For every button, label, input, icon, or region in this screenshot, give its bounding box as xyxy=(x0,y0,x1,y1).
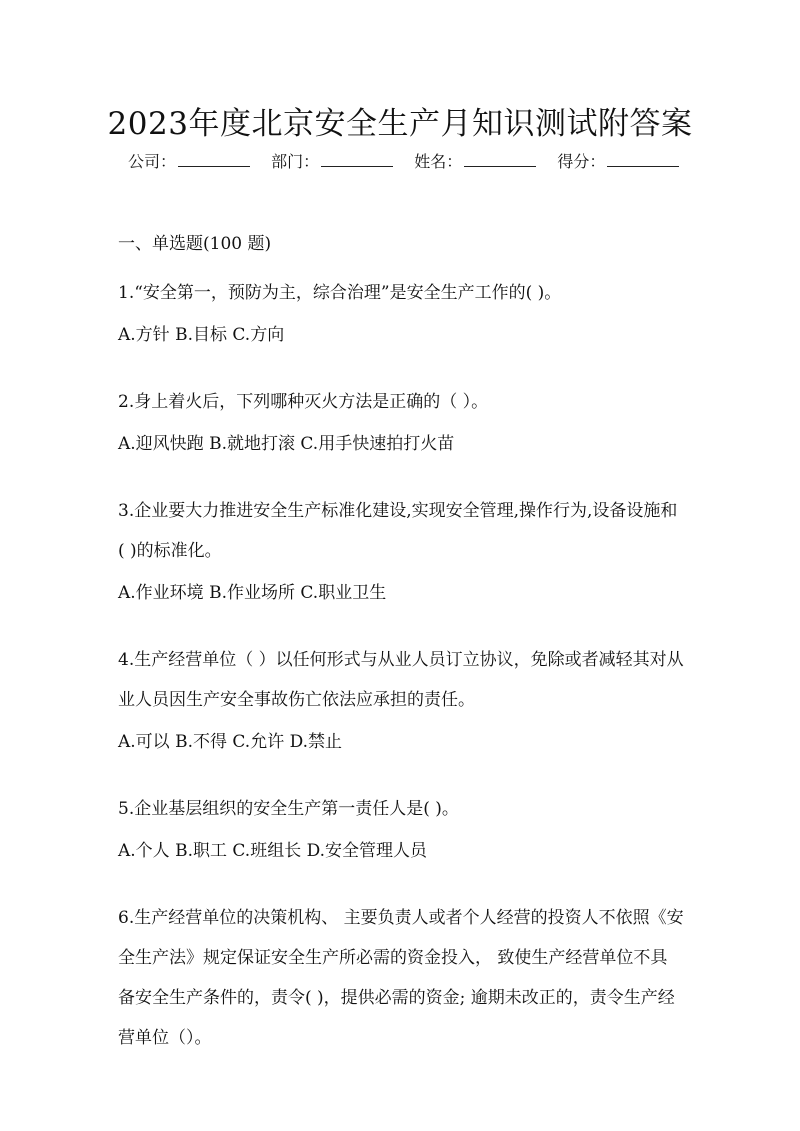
name-label: 姓名： xyxy=(414,152,463,171)
page-title: 2023年度北京安全生产月知识测试附答案 xyxy=(107,106,693,142)
name-field xyxy=(414,149,536,172)
question-stem: 5.企业基层组织的安全生产第一责任人是( )。 xyxy=(118,799,459,819)
name-blank[interactable] xyxy=(464,152,536,167)
company-field xyxy=(128,149,250,172)
question-item xyxy=(118,640,684,755)
question-options: A.作业环境 B.作业场所 C.职业卫生 xyxy=(118,583,387,603)
question-options: A.方针 B.目标 C.方向 xyxy=(118,325,285,345)
question-list xyxy=(118,232,684,1092)
question-stem: 2.身上着火后，下列哪种灭火方法是正确的（ ）。 xyxy=(118,392,489,412)
department-label: 部门： xyxy=(271,152,320,171)
score-field xyxy=(557,149,679,172)
question-options: A.迎风快跑 B.就地打滚 C.用手快速拍打火苗 xyxy=(118,434,455,454)
question-item xyxy=(118,789,684,864)
department-field xyxy=(271,149,393,172)
question-stem: 1.“安全第一，预防为主，综合治理”是安全生产工作的( )。 xyxy=(118,283,562,303)
question-item xyxy=(118,382,684,457)
question-stem: 6.生产经营单位的决策机构、 主要负责人或者个人经营的投资人不依照《安全生产法》规定保证安全生产所必需的资金投入， 致使生产经营单位不具备安全生产条件的，责令( )，提供必需的资金; 逾期未改正的，责令生产经营单位（）。 xyxy=(118,908,684,1048)
question-item xyxy=(118,491,684,606)
info-fields-row xyxy=(128,149,688,172)
question-stem: 3.企业要大力推进安全生产标准化建设,实现安全管理,操作行为,设备设施和( )的标准化。 xyxy=(118,501,678,561)
question-stem: 4.生产经营单位（ ）以任何形式与从业人员订立协议，免除或者减轻其对从业人员因生产安全事故伤亡依法应承担的责任。 xyxy=(118,650,684,710)
section-heading: 一、单选题(100 题) xyxy=(118,234,272,254)
question-item xyxy=(118,273,684,348)
question-options: A.个人 B.职工 C.班组长 D.安全管理人员 xyxy=(118,841,428,861)
score-label: 得分： xyxy=(557,152,606,171)
company-label: 公司： xyxy=(128,152,177,171)
department-blank[interactable] xyxy=(321,152,393,167)
question-options: A.可以 B.不得 C.允许 D.禁止 xyxy=(118,732,343,752)
score-blank[interactable] xyxy=(607,152,679,167)
company-blank[interactable] xyxy=(178,152,250,167)
question-item xyxy=(118,898,684,1058)
